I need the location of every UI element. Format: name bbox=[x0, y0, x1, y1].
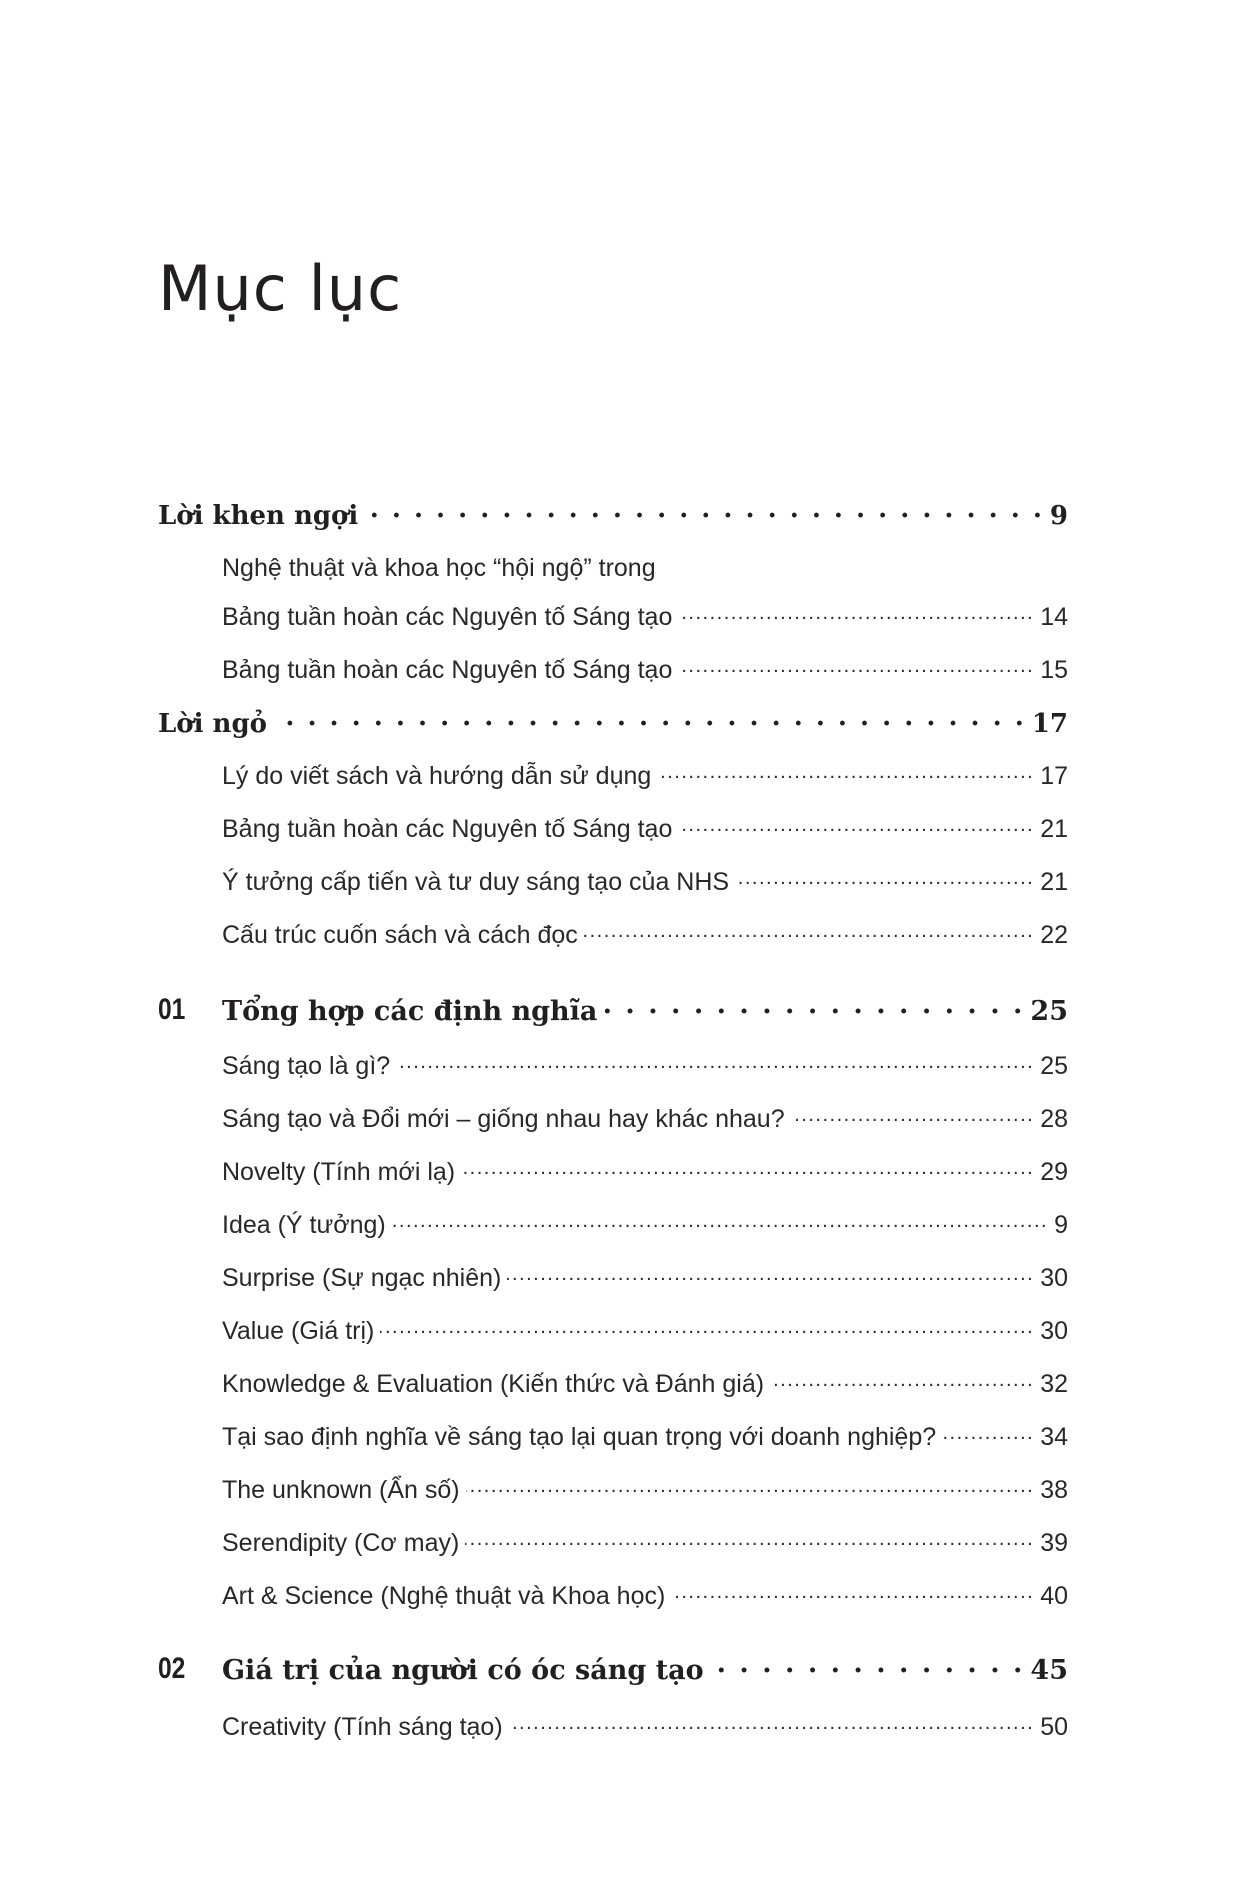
toc-entry-label: Ý tưởng cấp tiến và tư duy sáng tạo của NHS bbox=[222, 868, 730, 896]
dot-leader bbox=[507, 1261, 1034, 1286]
toc-page-number: 21 bbox=[1040, 868, 1068, 896]
toc-entry[interactable] bbox=[158, 759, 1068, 791]
dot-leader bbox=[671, 1579, 1034, 1604]
toc-entry-label: Bảng tuần hoàn các Nguyên tố Sáng tạo bbox=[222, 815, 673, 843]
toc-chapter-entry[interactable] bbox=[158, 993, 1068, 1027]
toc-entry[interactable] bbox=[158, 1420, 1068, 1452]
dot-leader bbox=[791, 1102, 1035, 1127]
toc-entry[interactable] bbox=[158, 600, 1068, 632]
toc-page-number: 34 bbox=[1040, 1423, 1068, 1451]
dot-leader bbox=[392, 1208, 1048, 1233]
toc-page-number: 9 bbox=[1049, 501, 1068, 531]
toc-entry[interactable] bbox=[158, 1710, 1068, 1742]
dot-leader bbox=[657, 759, 1034, 784]
toc-entry-label: Tại sao định nghĩa về sáng tạo lại quan trọng với doanh nghiệp? bbox=[222, 1423, 937, 1451]
toc-entry-label: Bảng tuần hoàn các Nguyên tố Sáng tạo bbox=[222, 603, 673, 631]
dot-leader bbox=[770, 1367, 1034, 1392]
toc-page-number: 29 bbox=[1040, 1158, 1068, 1186]
toc-entry[interactable] bbox=[158, 1579, 1068, 1611]
toc-page-number: 39 bbox=[1040, 1529, 1068, 1557]
dot-leader bbox=[509, 1710, 1035, 1735]
toc-entry-label: Nghệ thuật và khoa học “hội ngộ” trong bbox=[222, 554, 656, 582]
dot-leader bbox=[678, 653, 1034, 678]
toc-entry-label: Knowledge & Evaluation (Kiến thức và Đánh giá) bbox=[222, 1370, 765, 1398]
toc-page-number: 14 bbox=[1040, 603, 1068, 631]
toc-page-number: 17 bbox=[1040, 762, 1068, 790]
toc-entry[interactable] bbox=[158, 498, 1068, 531]
dot-leader bbox=[678, 600, 1034, 625]
dot-leader bbox=[710, 1652, 1025, 1679]
toc-entry-label: Bảng tuần hoàn các Nguyên tố Sáng tạo bbox=[222, 656, 673, 684]
chapter-number: 02 bbox=[158, 1652, 186, 1685]
toc-entry-label: Serendipity (Cơ may) bbox=[222, 1529, 460, 1557]
toc-entry[interactable] bbox=[158, 812, 1068, 844]
toc-entry[interactable] bbox=[158, 1367, 1068, 1399]
toc-entry-label: Sáng tạo là gì? bbox=[222, 1052, 391, 1080]
toc-entry-label: Lời ngỏ bbox=[158, 709, 267, 739]
toc-entry-label: Sáng tạo và Đổi mới – giống nhau hay khác nhau? bbox=[222, 1105, 785, 1133]
toc-page-number: 21 bbox=[1040, 815, 1068, 843]
toc-entry-label: Cấu trúc cuốn sách và cách đọc bbox=[222, 921, 578, 949]
chapter-number: 01 bbox=[158, 993, 186, 1026]
toc-entry[interactable] bbox=[158, 865, 1068, 897]
toc-entry[interactable] bbox=[158, 706, 1068, 739]
toc-page-number: 30 bbox=[1040, 1317, 1068, 1345]
toc-entry-line1[interactable] bbox=[158, 554, 1068, 583]
toc-page-number: 25 bbox=[1040, 1052, 1068, 1080]
toc-page-number: 30 bbox=[1040, 1264, 1068, 1292]
toc-entry[interactable] bbox=[158, 1102, 1068, 1134]
toc-entry[interactable] bbox=[158, 1155, 1068, 1187]
toc-page-number: 32 bbox=[1040, 1370, 1068, 1398]
toc-entry-label: Giá trị của người có óc sáng tạo bbox=[222, 1655, 704, 1686]
toc-page-number: 17 bbox=[1031, 709, 1068, 739]
toc-entry-label: Art & Science (Nghệ thuật và Khoa học) bbox=[222, 1582, 666, 1610]
toc-entry-label: Idea (Ý tưởng) bbox=[222, 1211, 386, 1239]
toc-page-number: 38 bbox=[1040, 1476, 1068, 1504]
toc-page-number: 40 bbox=[1040, 1582, 1068, 1610]
toc-entry[interactable] bbox=[158, 1526, 1068, 1558]
page-title: Mục lục bbox=[158, 252, 403, 325]
dot-leader bbox=[364, 498, 1044, 524]
dot-leader bbox=[735, 865, 1034, 890]
toc-entry[interactable] bbox=[158, 1049, 1068, 1081]
toc-entry-label: Lý do viết sách và hướng dẫn sử dụng bbox=[222, 762, 652, 790]
dot-leader bbox=[584, 918, 1034, 943]
dot-leader bbox=[380, 1314, 1034, 1339]
toc-entry[interactable] bbox=[158, 1261, 1068, 1293]
toc-page-number: 45 bbox=[1030, 1655, 1068, 1686]
toc-entry[interactable] bbox=[158, 1314, 1068, 1346]
toc-entry[interactable] bbox=[158, 1473, 1068, 1505]
dot-leader bbox=[461, 1155, 1034, 1180]
toc-page-number: 22 bbox=[1040, 921, 1068, 949]
dot-leader bbox=[396, 1049, 1034, 1074]
toc-page-number: 50 bbox=[1040, 1713, 1068, 1741]
toc-page-number: 9 bbox=[1054, 1211, 1068, 1239]
toc-entry-label: The unknown (Ẩn số) bbox=[222, 1476, 460, 1504]
toc-entry-label: Value (Giá trị) bbox=[222, 1317, 375, 1345]
dot-leader bbox=[942, 1420, 1034, 1445]
dot-leader bbox=[465, 1526, 1034, 1551]
toc-chapter-entry[interactable] bbox=[158, 1652, 1068, 1686]
toc-entry-label: Creativity (Tính sáng tạo) bbox=[222, 1713, 503, 1741]
toc-entry-label: Lời khen ngợi bbox=[158, 501, 359, 531]
toc-entry[interactable] bbox=[158, 653, 1068, 685]
dot-leader bbox=[603, 993, 1024, 1020]
toc-entry[interactable] bbox=[158, 918, 1068, 950]
toc-entry-label: Novelty (Tính mới lạ) bbox=[222, 1158, 456, 1186]
dot-leader bbox=[466, 1473, 1035, 1498]
dot-leader bbox=[678, 812, 1034, 837]
toc-page-number: 15 bbox=[1040, 656, 1068, 684]
toc-entry[interactable] bbox=[158, 1208, 1068, 1240]
toc-entry-label: Surprise (Sự ngạc nhiên) bbox=[222, 1264, 502, 1292]
dot-leader bbox=[273, 706, 1026, 732]
toc-page-number: 25 bbox=[1030, 996, 1068, 1027]
toc-page-number: 28 bbox=[1040, 1105, 1068, 1133]
toc-entry-label: Tổng hợp các định nghĩa bbox=[222, 996, 598, 1027]
